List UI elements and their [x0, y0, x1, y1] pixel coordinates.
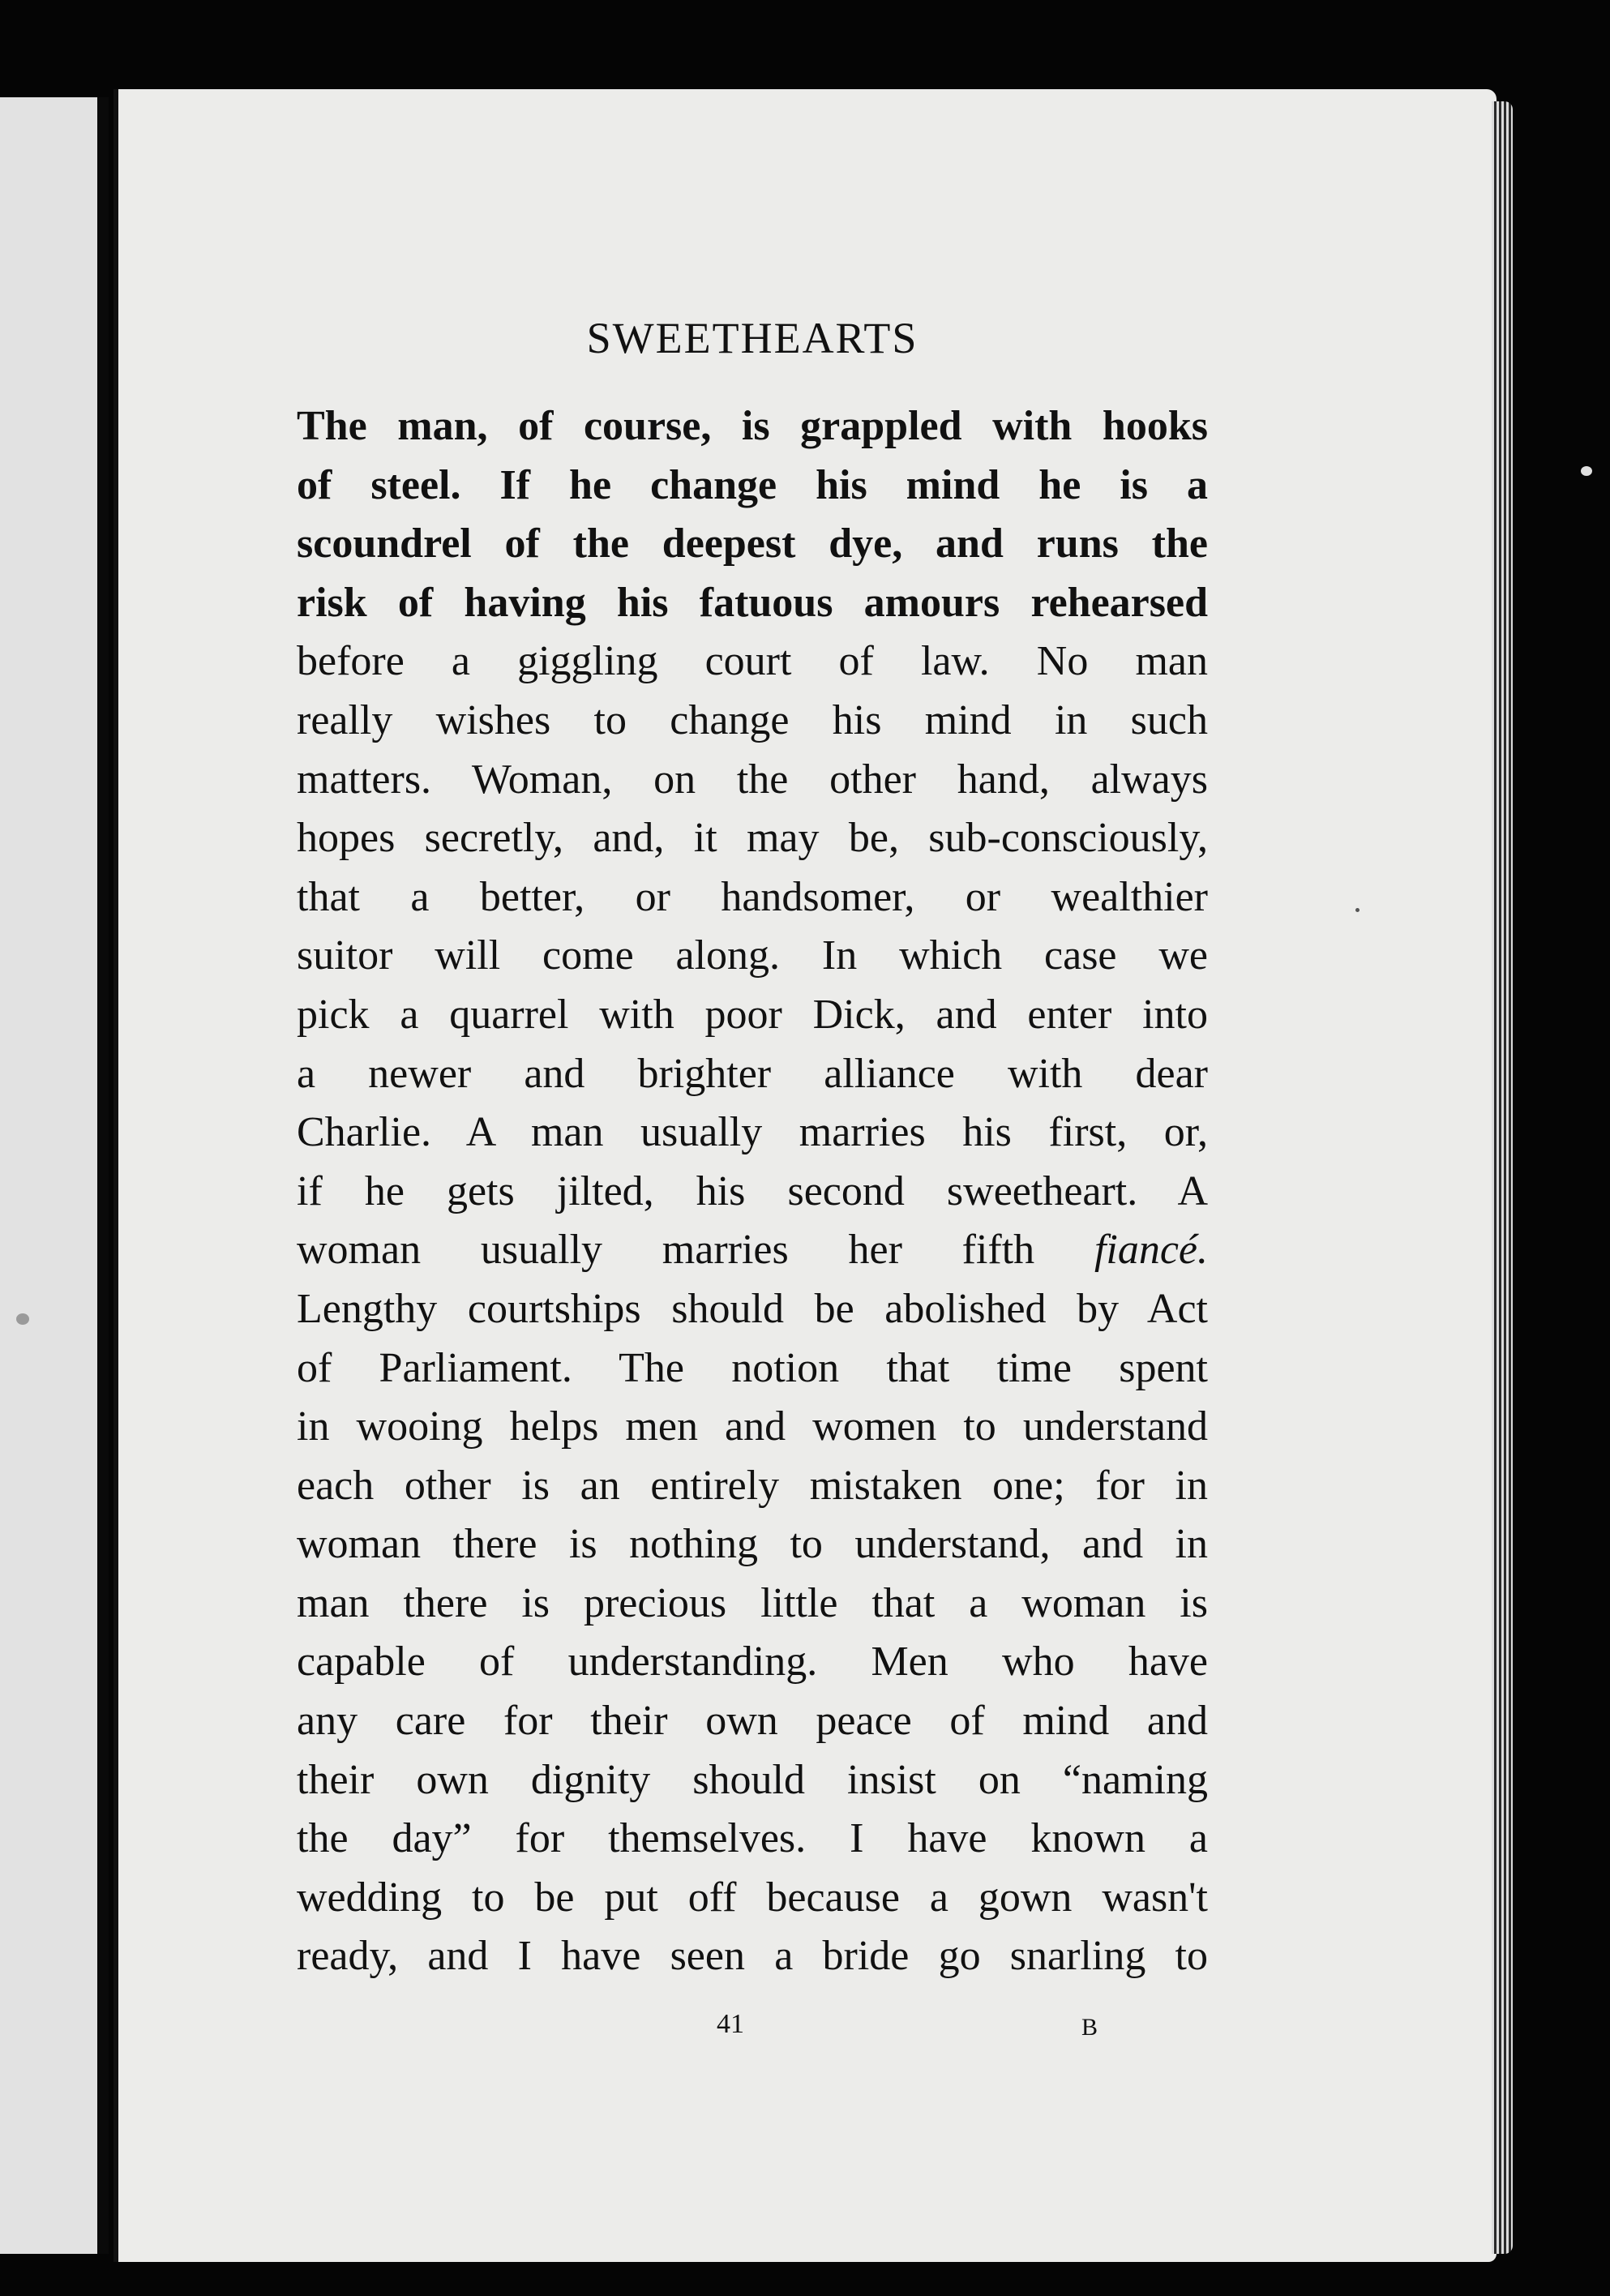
text-line [297, 1692, 1208, 1751]
text-line [297, 1515, 1208, 1574]
text-line-content: Lengthy courtships should be abolished by Act [297, 1285, 1208, 1332]
text-line [297, 632, 1208, 692]
text-line [297, 1280, 1208, 1339]
text-line-content: woman there is nothing to understand, and in [297, 1521, 1208, 1568]
text-line [297, 1457, 1208, 1516]
text-line [297, 1751, 1208, 1810]
text-line [297, 1633, 1208, 1692]
text-line [297, 692, 1208, 751]
text-line-content: hopes secretly, and, it may be, sub-consciously, [297, 815, 1208, 862]
paper-speck [1581, 466, 1592, 476]
text-line-content: their own dignity should insist on “naming [297, 1756, 1208, 1803]
text-line [297, 574, 1208, 633]
text-line [297, 1045, 1208, 1104]
text-line-content: capable of understanding. Men who have [297, 1638, 1208, 1686]
text-line [297, 1574, 1208, 1634]
page-number: 41 [717, 2009, 744, 2039]
text-line [297, 456, 1208, 516]
body-text [297, 397, 1208, 1986]
text-line [297, 1339, 1208, 1399]
text-line-content: suitor will come along. In which case we [297, 932, 1208, 979]
text-line-content: in wooing helps men and women to understand [297, 1403, 1208, 1450]
text-line-content: woman usually marries her fifth [297, 1227, 1035, 1274]
page-stack-edge [1492, 101, 1513, 2254]
text-line-content: ready, and I have seen a bride go snarling to [297, 1933, 1208, 1980]
text-line [297, 1869, 1208, 1928]
text-line-content: scoundrel of the deepest dye, and runs the [297, 520, 1208, 568]
text-line-content: that a better, or handsomer, or wealthier [297, 873, 1208, 920]
text-line-content: any care for their own peace of mind and [297, 1698, 1208, 1745]
page-text-block [297, 316, 1208, 1986]
text-line [297, 515, 1208, 574]
text-line [297, 397, 1208, 456]
paper-speck [1355, 908, 1360, 912]
text-line [297, 1163, 1208, 1222]
running-head: SWEETHEARTS [586, 314, 918, 362]
text-line [297, 1221, 1208, 1280]
text-line [297, 927, 1208, 986]
paper-speck [16, 1313, 29, 1325]
text-line-content: man there is precious little that a woman is [297, 1579, 1208, 1626]
text-line-content: before a giggling court of law. No man [297, 638, 1208, 685]
text-line [297, 809, 1208, 868]
text-line-content: Charlie. A man usually marries his first, or, [297, 1109, 1208, 1156]
text-line-content: really wishes to change his mind in such [297, 696, 1208, 743]
page-footer [297, 2009, 1208, 2058]
signature-mark: B [1081, 2014, 1098, 2041]
text-line-content: matters. Woman, on the other hand, always [297, 756, 1208, 803]
text-line [297, 1398, 1208, 1457]
text-line [297, 1927, 1208, 1986]
text-line [297, 868, 1208, 927]
text-line-content: a newer and brighter alliance with dear [297, 1050, 1208, 1097]
text-line [297, 986, 1208, 1045]
text-line [297, 1810, 1208, 1869]
text-line-content: of Parliament. The notion that time spent [297, 1344, 1208, 1391]
text-line-content: of steel. If he change his mind he is a [297, 461, 1208, 508]
text-line [297, 751, 1208, 810]
text-line-content: the day” for themselves. I have known a [297, 1815, 1208, 1862]
text-line [297, 1103, 1208, 1163]
text-line-content: each other is an entirely mistaken one; for in [297, 1462, 1208, 1509]
text-line-content: if he gets jilted, his second sweetheart. A [297, 1167, 1208, 1214]
text-line-content: pick a quarrel with poor Dick, and enter into [297, 991, 1208, 1038]
facing-page-edge [0, 97, 109, 2254]
italic-word: fiancé. [1094, 1227, 1209, 1274]
text-line-content: risk of having his fatuous amours rehearsed [297, 579, 1208, 626]
text-line-content: The man, of course, is grappled with hooks [297, 403, 1208, 449]
text-line-content: wedding to be put off because a gown wasn't [297, 1874, 1208, 1921]
